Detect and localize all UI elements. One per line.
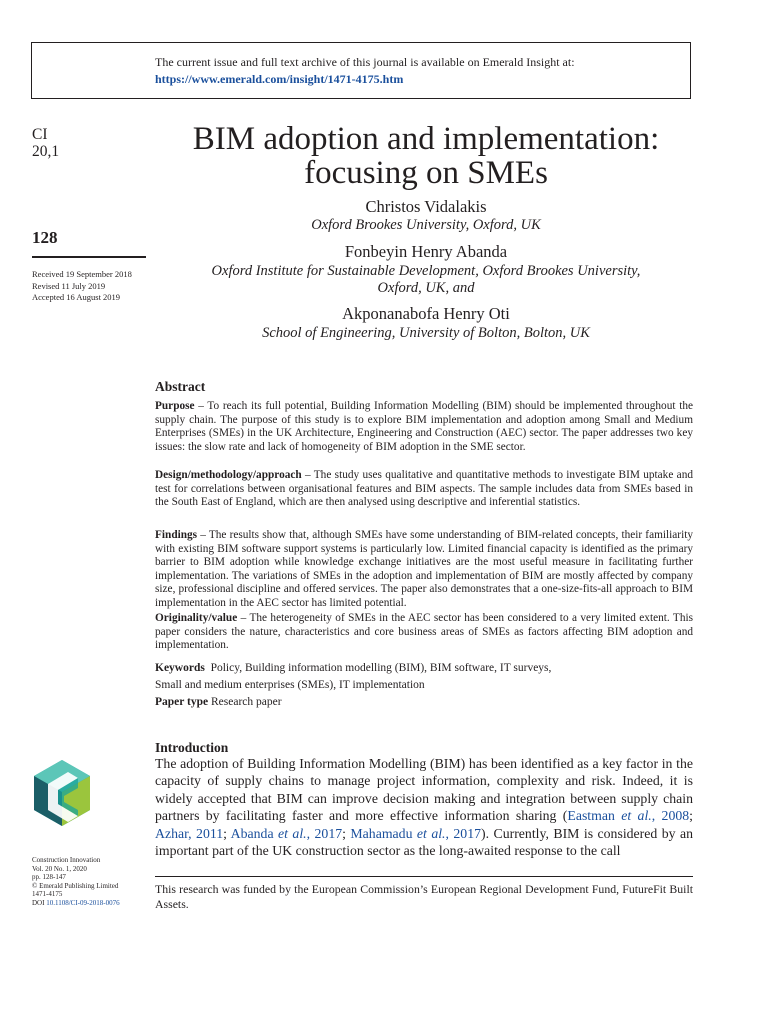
doi-link[interactable]: 10.1108/CI-09-2018-0076 (46, 898, 120, 907)
journal-volume: Vol. 20 No. 1, 2020 (32, 864, 87, 873)
accepted-date: Accepted 16 August 2019 (32, 292, 121, 302)
introduction-heading: Introduction (155, 740, 229, 755)
paper-title (146, 122, 706, 190)
abstract-originality-text: – The heterogeneity of SMEs in the AEC sector has been considered to a very limited extent. This paper considers the nature, characteristics and core business areas of SMEs as factors affecting BIM adoption and implementation. (155, 612, 693, 652)
author-affiliation-2b: Oxford, UK, and (377, 280, 475, 296)
abstract-findings-text: – The results show that, although SMEs have some understanding of BIM-related concepts, their familiarity with existing BIM software support systems is particularly low. Limited financial capacity is identified as the primary barrier to BIM adoption while knowledge exchange initiatives are the most useful measure in facilitating further implementation. The variations of SMEs in the adoption and implementation of BIM are mostly affected by company size, professional discipline and offered services. The paper also demonstrates that a one-size-fits-all approach to BIM implementation in the AEC sector has limited potential. (155, 529, 693, 609)
citation-link-azhar[interactable]: Azhar, 2011 (155, 825, 224, 841)
citation-link-mahamadu[interactable]: Mahamadu et al., 2017 (350, 825, 482, 841)
journal-pages: pp. 128-147 (32, 873, 66, 881)
footnote-divider (155, 876, 693, 877)
keywords-line-2: Small and medium enterprises (SMEs), IT implementation (155, 678, 425, 691)
journal-issn: 1471-4175 (32, 890, 63, 898)
abstract-design (155, 469, 693, 510)
keywords-line-1: Policy, Building information modelling (BIM), BIM software, IT surveys, (210, 662, 552, 674)
journal-copyright: © Emerald Publishing Limited (32, 881, 119, 890)
author-name-3: Akponanabofa Henry Oti (342, 304, 510, 323)
abstract-purpose-label: Purpose (155, 400, 195, 412)
page-number: 128 (32, 228, 58, 247)
received-date: Received 19 September 2018 (32, 269, 132, 279)
margin-divider (32, 256, 146, 258)
abstract-heading: Abstract (155, 379, 206, 394)
author-affiliation-2a: Oxford Institute for Sustainable Development, Oxford Brookes University, (211, 263, 641, 279)
abstract-design-text: – The study uses qualitative and quantitative methods to investigate BIM uptake and test for correlations between organisational features and BIM aspects. The sample includes data from SMEs based in the South East of England, which are then analysed using descriptive and inferential statistics. (155, 469, 693, 509)
title-line-1: BIM adoption and implementation: (192, 121, 660, 157)
construction-innovation-logo-icon (32, 758, 92, 828)
journal-url-link[interactable]: https://www.emerald.com/insight/1471-4175.htm (155, 72, 404, 86)
citation-link-eastman[interactable]: Eastman et al., 2008 (567, 808, 690, 824)
availability-notice-text: The current issue and full text archive of this journal is available on Emerald Insight at: (155, 55, 575, 69)
journal-info (32, 856, 120, 907)
abstract-design-label: Design/methodology/approach (155, 469, 302, 481)
journal-abbrev: CI (32, 126, 48, 143)
author-affiliation-1: Oxford Brookes University, Oxford, UK (311, 217, 541, 233)
paper-type (155, 696, 282, 708)
author-name-2: Fonbeyin Henry Abanda (344, 242, 508, 261)
abstract-originality (155, 612, 693, 653)
keywords-label: Keywords (155, 662, 205, 674)
citation-link-abanda[interactable]: Abanda et al., 2017 (230, 825, 343, 841)
keywords (155, 660, 695, 693)
doi-label: DOI (32, 898, 47, 907)
paper-type-label: Paper type (155, 696, 209, 708)
intro-text-before: The adoption of Building Information Modelling (BIM) has been identified as a key factor in the capacity of supply chains to manage project information, complexity and risk. Indeed, it is widely accepted that BIM can improve decision making and integration between supply chain partners by facilitating faster and more effective information sharing ( (155, 756, 693, 824)
abstract-findings-label: Findings (155, 529, 198, 541)
author-name-1: Christos Vidalakis (365, 197, 487, 216)
revised-date: Revised 11 July 2019 (32, 280, 106, 291)
volume-issue: 20,1 (32, 143, 60, 160)
abstract-originality-label: Originality/value (155, 612, 238, 624)
availability-notice-box (31, 42, 691, 99)
title-line-2: focusing on SMEs (304, 155, 548, 191)
introduction-text: The adoption of Building Information Modelling (BIM) has been identified as a key factor in the capacity of supply chains to manage project information, complexity and risk. Indeed, it is widely accepted that BIM can improve decision making and integration between supply chain partners by facilitating faster and more effective information sharing (Eastman et al., 2008; Azhar, 2011; Abanda et al., 2017; Mahamadu et al., 2017). Currently, BIM is considered by an important part of the UK construction sector as the long-awaited response to the call (155, 756, 694, 859)
author-affiliation-3: School of Engineering, University of Bolton, Bolton, UK (262, 325, 590, 341)
journal-name: Construction Innovation (32, 856, 101, 864)
abstract-findings (155, 529, 693, 611)
submission-dates (32, 269, 132, 304)
journal-abbreviation (32, 126, 59, 160)
abstract-purpose-text: – To reach its full potential, Building Information Modelling (BIM) should be implemented throughout the supply chain. The purpose of this study is to explore BIM implementation and adoption among Small and Medium Enterprises (SMEs) in the UK Architecture, Engineering and Construction (AEC) sector. The paper addresses two key issues: the slow rate and lack of homogeneity of BIM adoption in the SME sector. (155, 400, 693, 453)
intro-text-after: ). Currently, BIM is considered by an important part of the UK construction sector as the long-awaited response to the call (155, 825, 694, 859)
funding-footnote: This research was funded by the European Commission’s European Regional Development Fund, FutureFit Built Assets. (155, 882, 693, 911)
paper-type-value: Research paper (211, 696, 282, 708)
abstract-purpose (155, 400, 693, 454)
